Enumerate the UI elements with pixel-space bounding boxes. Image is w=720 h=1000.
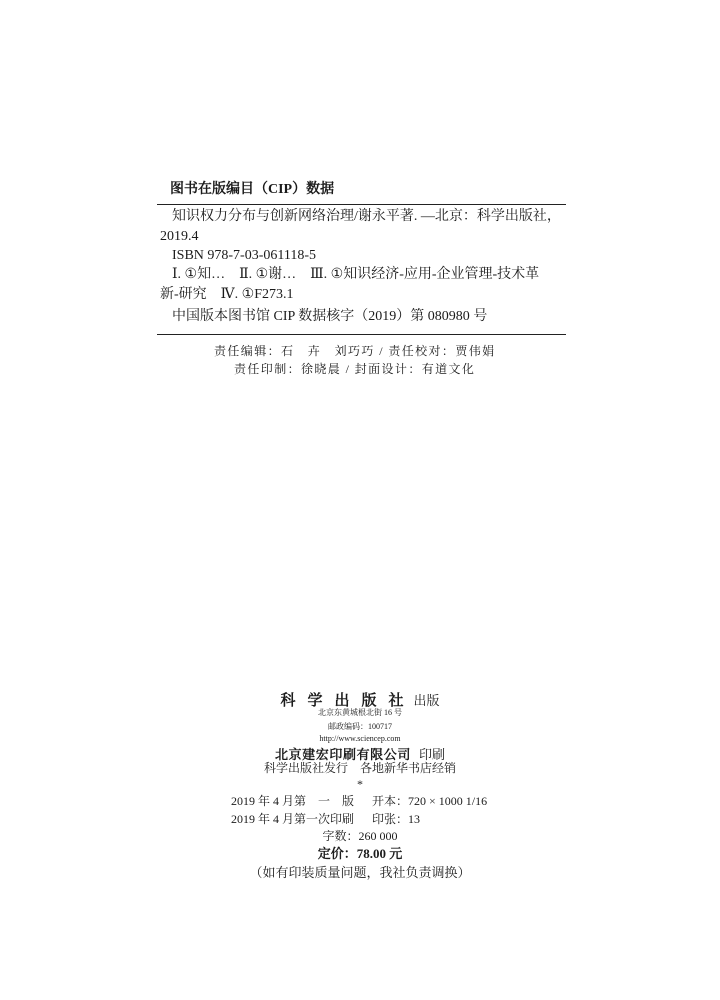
cip-title-line: 知识权力分布与创新网络治理/谢永平著. —北京：科学出版社， (172, 209, 561, 224)
publisher-address-row (0, 708, 720, 718)
printer-role: 印刷 (419, 747, 446, 762)
note-row (0, 865, 720, 880)
publisher-role: 出版 (413, 693, 440, 708)
quality-note: （如有印装质量问题，我社负责调换） (249, 865, 471, 880)
price-row (0, 846, 720, 861)
distribution-text: 科学出版社发行 各地新华书店经销 (263, 761, 456, 775)
printing-sheets: 印张：13 (372, 812, 421, 826)
production-credits: 责任印制：徐晓晨 / 封面设计：有道文化 (234, 362, 476, 376)
price: 定价：78.00 元 (317, 846, 403, 861)
first-printing: 2019 年 4 月第一次印刷 (231, 812, 355, 826)
separator-mark: * (357, 777, 363, 791)
distribution-row (0, 761, 720, 775)
cip-top-rule (157, 204, 566, 205)
editor-credits: 责任编辑：石 卉 刘巧巧 / 责任校对：贾伟娟 (214, 344, 496, 358)
first-edition: 2019 年 4 月第 一 版 (231, 794, 355, 808)
cip-date-line: 2019.4 (160, 229, 199, 244)
word-count-row (0, 829, 720, 843)
publisher-logo: 科学出版社 (280, 691, 416, 709)
cip-bottom-rule (157, 334, 566, 335)
publisher-url: http://www.sciencep.com (319, 734, 401, 743)
publisher-url-row (0, 734, 720, 744)
cip-isbn: ISBN 978-7-03-061118-5 (172, 248, 317, 263)
publisher-address: 北京东黄城根北街 16 号 (318, 708, 402, 717)
cip-record-number: 中国版本图书馆 CIP 数据核字（2019）第 080980 号 (172, 309, 488, 324)
cip-subject-line: Ⅰ. ①知… Ⅱ. ①谢… Ⅲ. ①知识经济-应用-企业管理-技术革 (172, 267, 540, 282)
publisher-postcode-row (0, 722, 720, 732)
word-count: 字数：260 000 (322, 829, 398, 843)
publisher-row (0, 689, 720, 710)
cip-subject-continuation: 新-研究 Ⅳ. ①F273.1 (160, 287, 294, 302)
separator-row (0, 777, 720, 791)
book-format: 开本：720 × 1000 1/16 (372, 794, 488, 808)
printer-name: 北京建宏印刷有限公司 (274, 747, 411, 762)
cip-heading: 图书在版编目（CIP）数据 (170, 182, 335, 197)
publisher-postcode: 邮政编码：100717 (328, 722, 392, 731)
